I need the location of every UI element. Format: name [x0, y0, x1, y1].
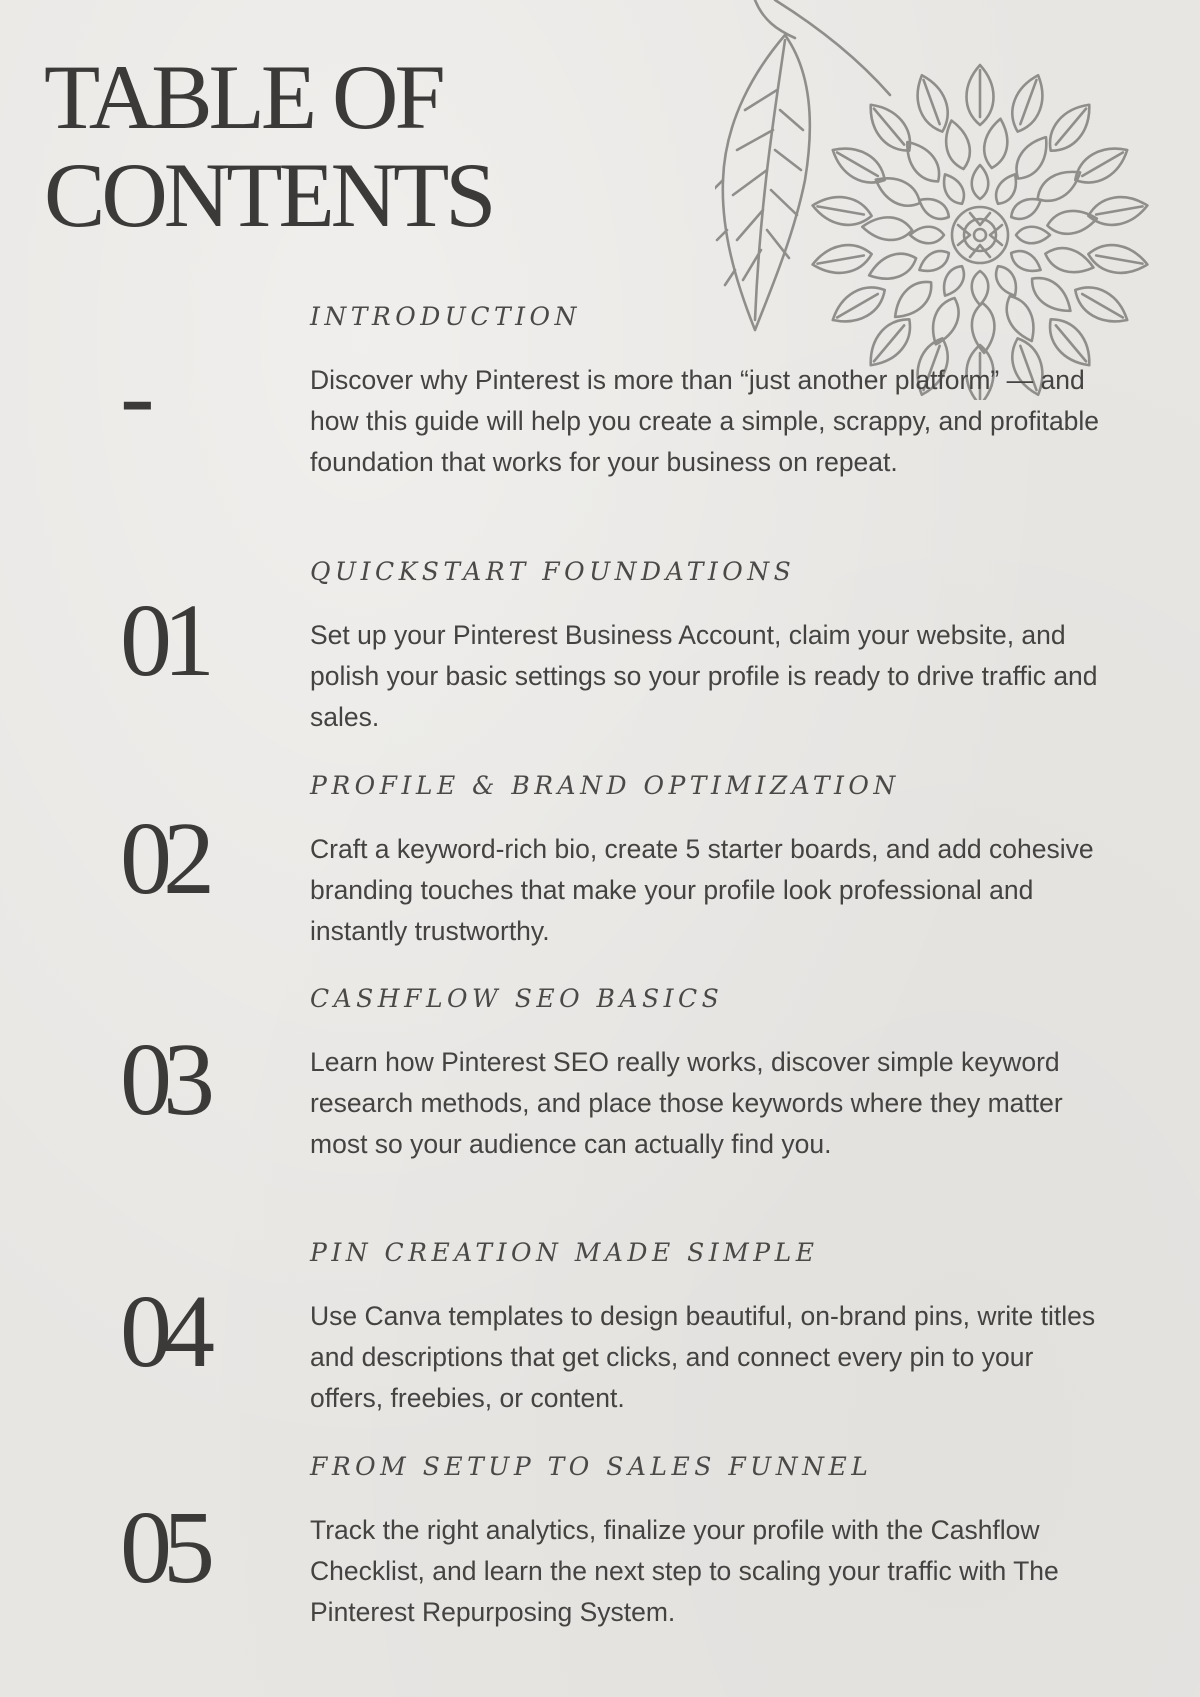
section-number: 04: [120, 1274, 206, 1389]
section-description: Learn how Pinterest SEO really works, discover simple keyword research methods, and place those keywords where they matter most so your audience can actually find you.: [310, 1047, 1063, 1159]
section-heading: PIN CREATION MADE SIMPLE: [310, 1238, 819, 1267]
section-number: 02: [120, 801, 206, 916]
section-number: 05: [120, 1490, 206, 1605]
page-title-line-1: TABLE OF: [44, 46, 442, 148]
section-heading: QUICKSTART FOUNDATIONS: [310, 557, 796, 586]
section-description: Set up your Pinterest Business Account, claim your website, and polish your basic settings so your profile is ready to drive traffic and sales.: [310, 620, 1098, 732]
section-description: Craft a keyword-rich bio, create 5 starter boards, and add cohesive branding touches that make your profile look professional and instantly trustworthy.: [310, 834, 1094, 946]
page-title: [44, 48, 492, 244]
section-number: -: [120, 338, 146, 453]
section-description: Use Canva templates to design beautiful, on-brand pins, write titles and descriptions that get clicks, and connect every pin to your offers, freebies, or content.: [310, 1301, 1096, 1413]
section-heading: CASHFLOW SEO BASICS: [310, 984, 724, 1013]
section-number: 03: [120, 1022, 206, 1137]
dahlia-line-drawing-icon: [715, 0, 1185, 400]
section-description: Track the right analytics, finalize your profile with the Cashflow Checklist, and learn the next step to scaling your traffic with The Pinterest Repurposing System.: [310, 1515, 1059, 1627]
section-heading: PROFILE & BRAND OPTIMIZATION: [310, 771, 900, 800]
section-description: Discover why Pinterest is more than “just another platform” — and how this guide will help you create a simple, scrappy, and profitable foundation that works for your business on repeat.: [310, 365, 1100, 477]
section-heading: INTRODUCTION: [310, 302, 581, 331]
page-title-line-2: CONTENTS: [44, 144, 493, 246]
section-heading: FROM SETUP TO SALES FUNNEL: [310, 1452, 873, 1481]
section-number: 01: [120, 583, 206, 698]
